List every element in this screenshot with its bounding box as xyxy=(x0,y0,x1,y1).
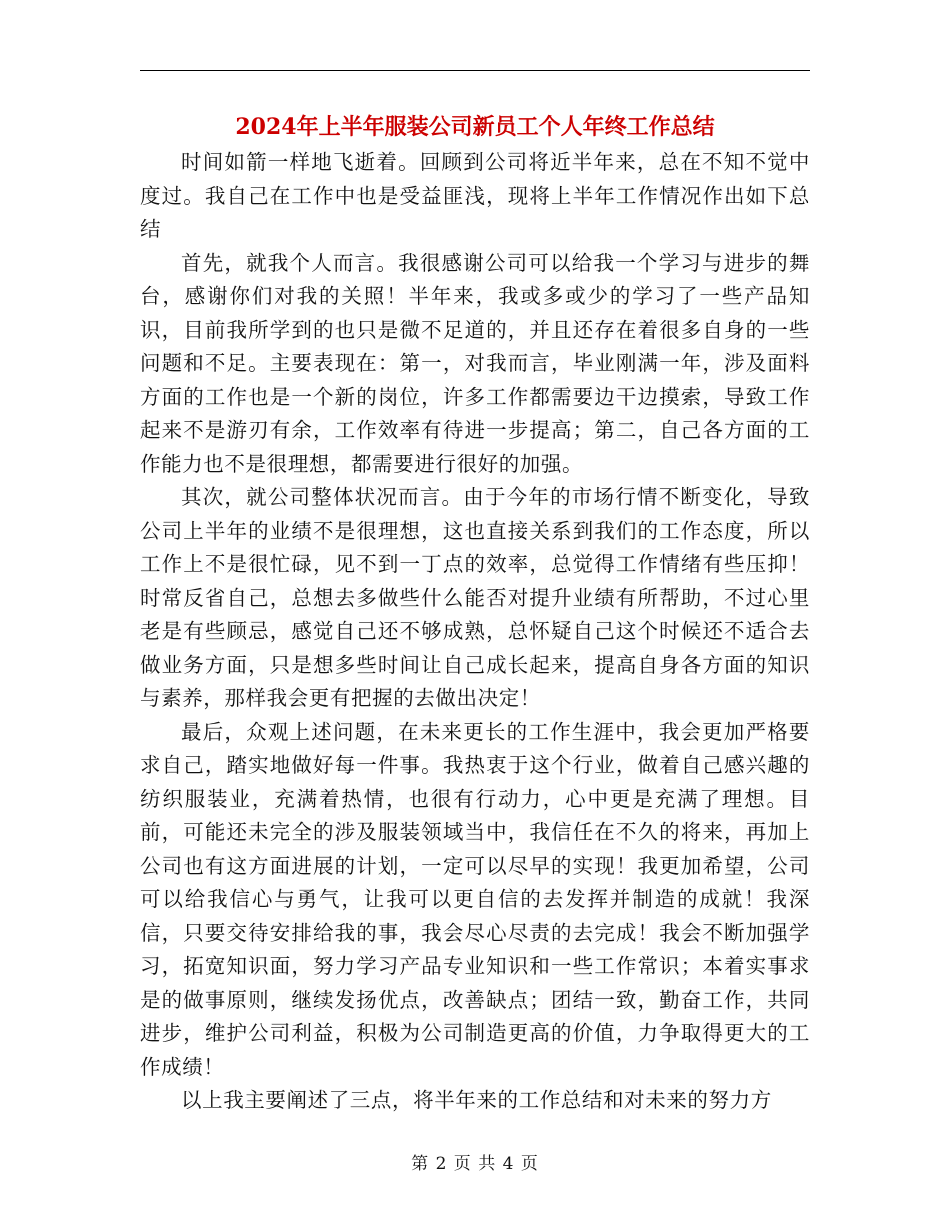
page-number: 第 2 页 共 4 页 xyxy=(411,1154,539,1174)
header-rule xyxy=(140,70,810,71)
paragraph-5: 以上我主要阐述了三点，将半年来的工作总结和对未来的努力方 xyxy=(181,1088,772,1112)
document-title: 2024年上半年服装公司新员工个人年终工作总结 xyxy=(235,114,715,140)
paragraph-3: 其次，就公司整体状况而言。由于今年的市场行情不断变化，导致公司上半年的业绩不是很理想，这也直接关系到我们的工作态度，所以工作上不是很忙碌，见不到一丁点的效率，总觉得工作情绪有些压抑！时常反省自己，总想去多做些什么能否对提升业绩有所帮助，不过心里老是有些顾忌，感觉自己还不够成熟，总怀疑自己这个时候还不适合去做业务方面，只是想多些时间让自己成长起来，提高自身各方面的知识与素养，那样我会更有把握的去做出决定！ xyxy=(140,485,810,710)
paragraph-1: 时间如箭一样地飞逝着。回顾到公司将近半年来，总在不知不觉中度过。我自己在工作中也是受益匪浅，现将上半年工作情况作出如下总结 xyxy=(140,150,810,241)
paragraph-2: 首先，就我个人而言。我很感谢公司可以给我一个学习与进步的舞台，感谢你们对我的关照！半年来，我或多或少的学习了一些产品知识，目前我所学到的也只是微不足道的，并且还存在着很多自身的一些问题和不足。主要表现在：第一，对我而言，毕业刚满一年，涉及面料方面的工作也是一个新的岗位，许多工作都需要边干边摸索，导致工作起来不是游刃有余，工作效率有待进一步提高；第二，自己各方面的工作能力也不是很理想，都需要进行很好的加强。 xyxy=(140,250,810,476)
paragraph-4: 最后，众观上述问题，在未来更长的工作生涯中，我会更加严格要求自己，踏实地做好每一件事。我热衷于这个行业，做着自己感兴趣的纺织服装业，充满着热情，也很有行动力，心中更是充满了理想。目前，可能还未完全的涉及服装领域当中，我信任在不久的将来，再加上公司也有这方面进展的计划，一定可以尽早的实现！我更加希望，公司可以给我信心与勇气，让我可以更自信的去发挥并制造的成就！我深信，只要交待安排给我的事，我会尽心尽责的去完成！我会不断加强学习，拓宽知识面，努力学习产品专业知识和一些工作常识；本着实事求是的做事原则，继续发扬优点，改善缺点；团结一致，勤奋工作，共同进步，维护公司利益，积极为公司制造更高的价值，力争取得更大的工作成绩！ xyxy=(140,719,810,1079)
document-body xyxy=(140,146,810,1118)
